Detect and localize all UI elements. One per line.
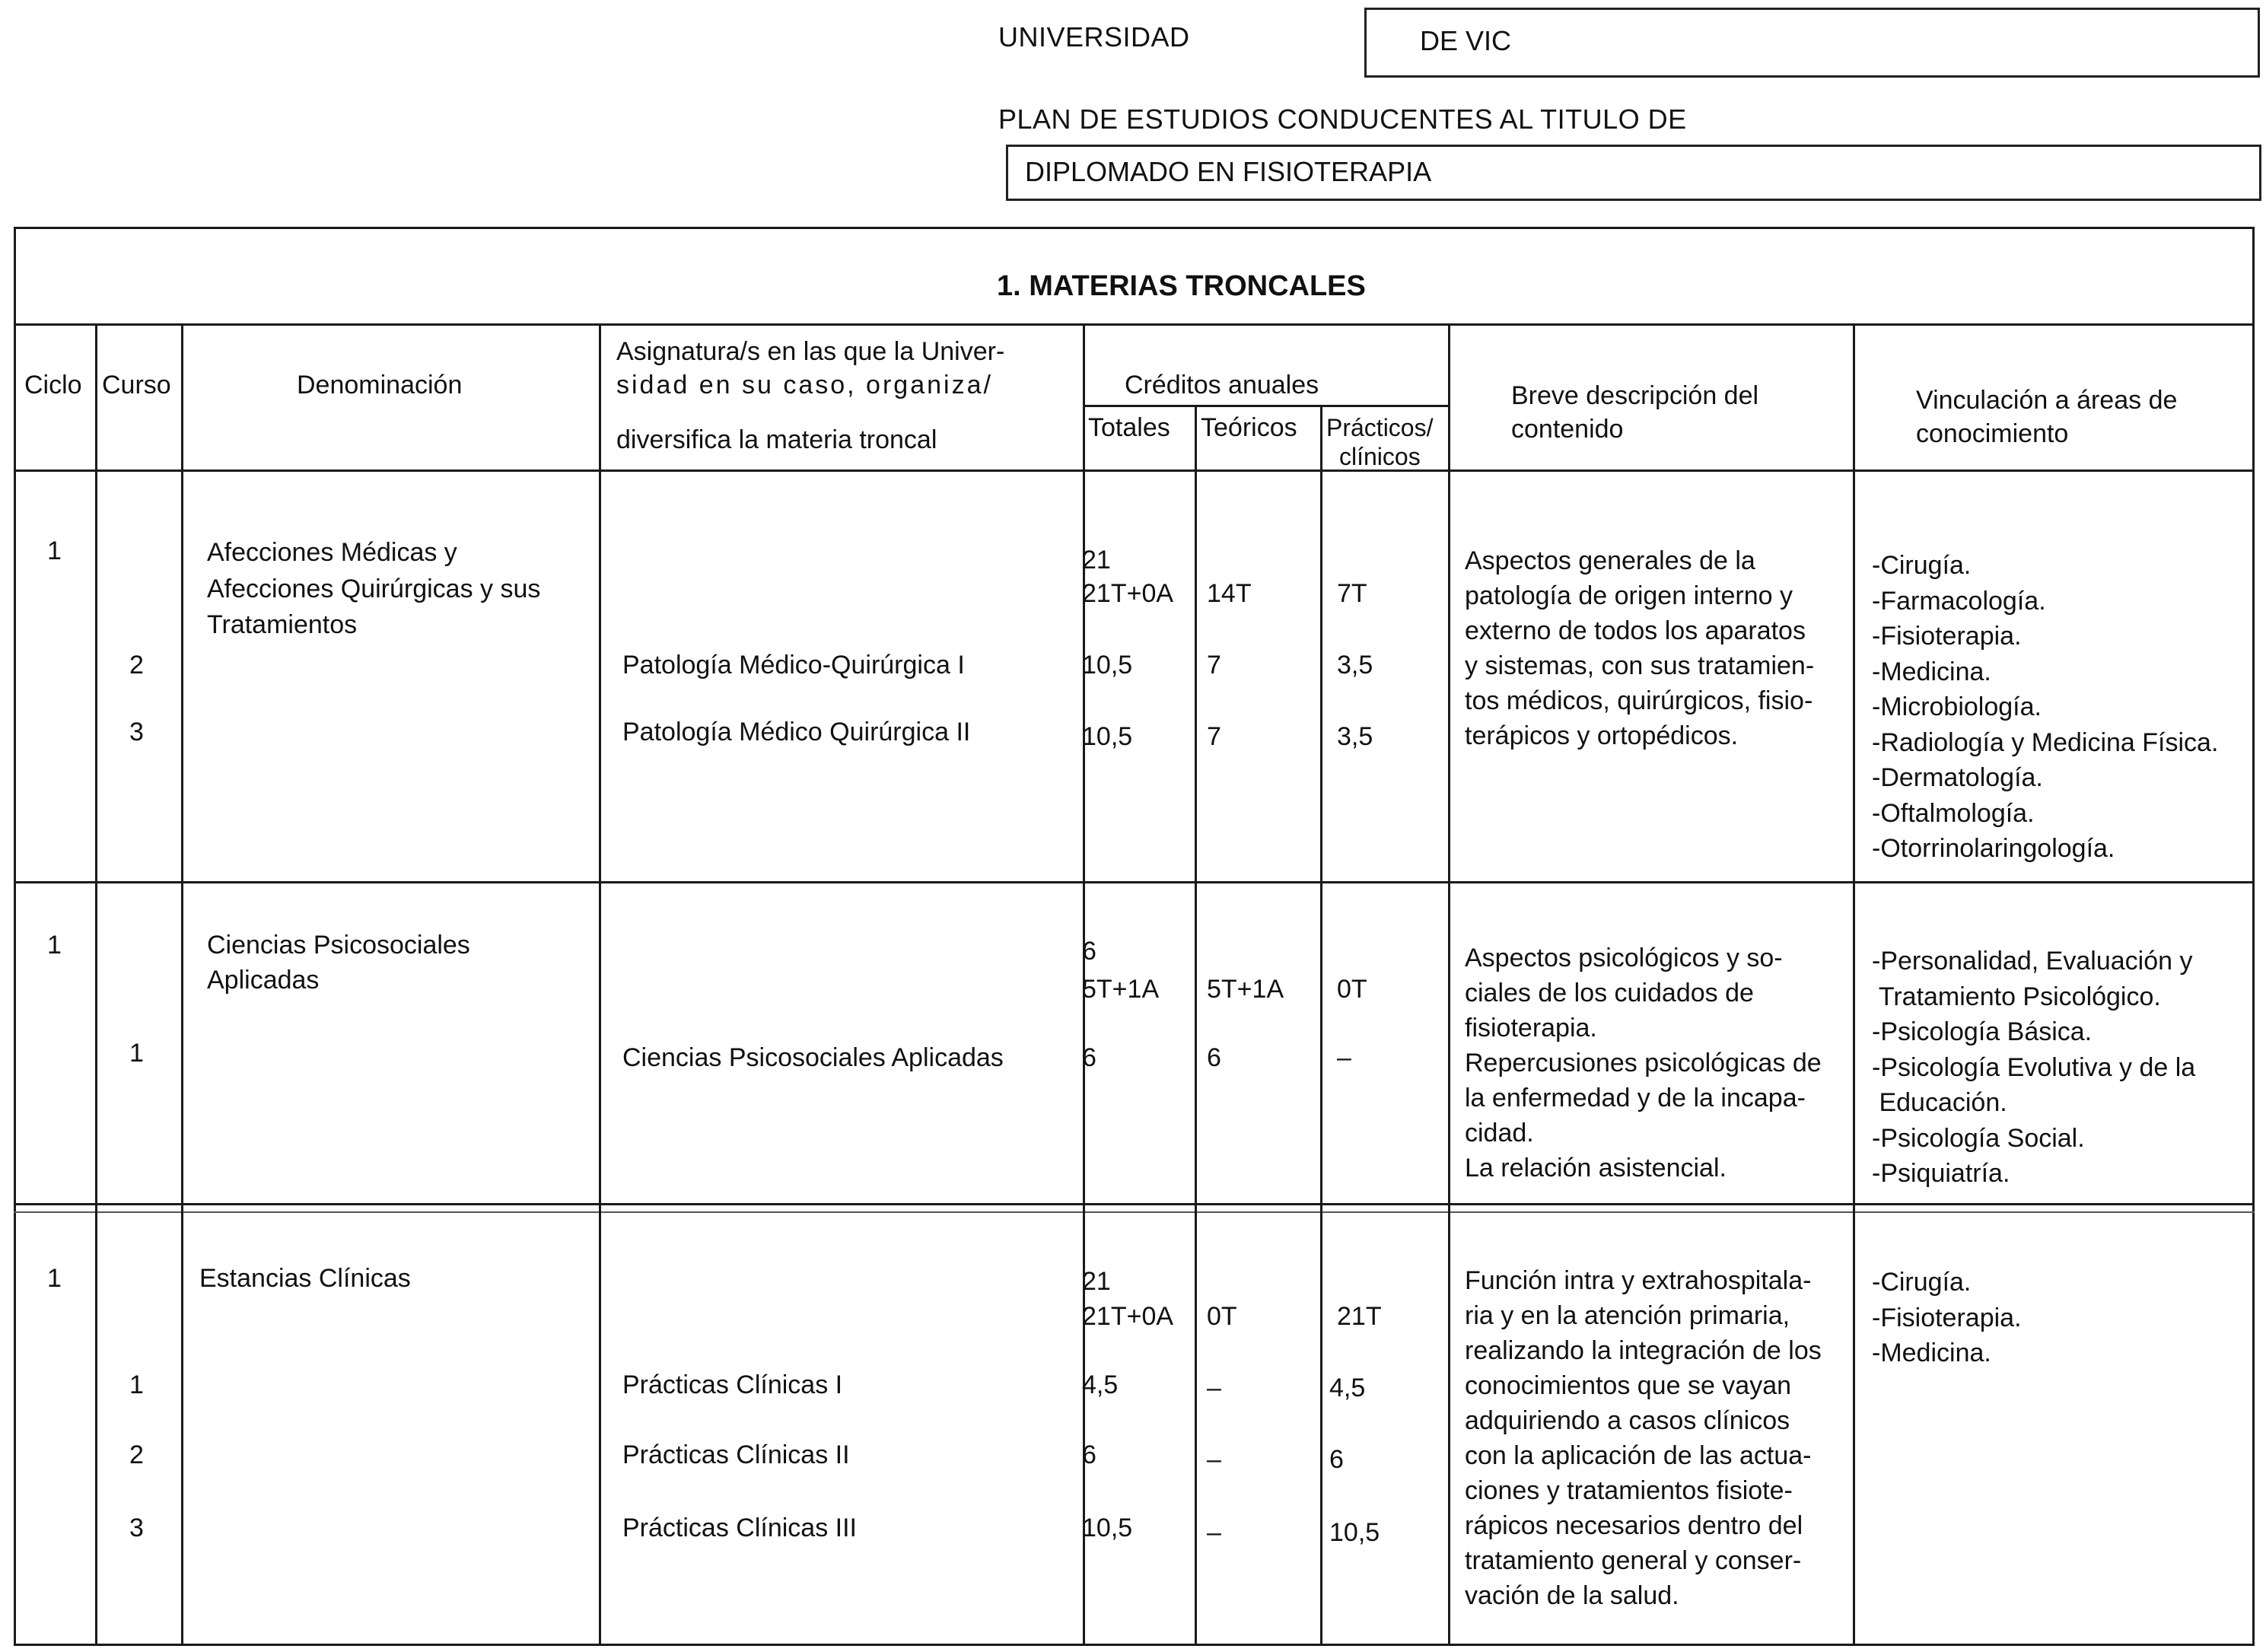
- subject-curso: 3: [129, 1514, 144, 1542]
- subject-curso: 2: [129, 1440, 144, 1469]
- row-denominacion: Afecciones Médicas y: [207, 538, 457, 567]
- subject-curso: 3: [129, 718, 144, 746]
- row-denominacion: Aplicadas: [207, 966, 320, 995]
- subject-asignatura: Patología Médico-Quirúrgica I: [622, 651, 965, 680]
- subject-asignatura: Prácticas Clínicas II: [622, 1440, 850, 1469]
- row-teoricos: 0T: [1207, 1302, 1237, 1331]
- col-creditos: Créditos anuales: [1125, 371, 1319, 399]
- subject-teoricos: 7: [1207, 651, 1221, 680]
- row-teoricos: 14T: [1207, 579, 1252, 608]
- row-descripcion: Aspectos psicológicos y so- ciales de los cuidados de fisioterapia. Repercusiones psicológicas de la enfermedad y de la incapa- cidad. La relación asistencial.: [1465, 944, 1822, 1183]
- universidad-value: DE VIC: [1420, 25, 1512, 56]
- col-descripcion-1: Breve descripción del: [1511, 381, 1759, 410]
- subject-totales: 6: [1082, 1440, 1096, 1469]
- subject-totales: 4,5: [1082, 1370, 1119, 1399]
- row-practicos: 0T: [1337, 975, 1367, 1004]
- col-totales: Totales: [1088, 413, 1170, 442]
- col-descripcion-2: contenido: [1511, 415, 1624, 444]
- row-totales: 6: [1082, 937, 1096, 966]
- row-totales: 5T+1A: [1082, 975, 1160, 1004]
- subject-totales: 10,5: [1082, 1514, 1133, 1542]
- subject-totales: 10,5: [1082, 722, 1133, 751]
- col-asignatura-1: Asignatura/s en las que la Univer-: [616, 337, 1005, 366]
- row-ciclo: 1: [47, 1264, 62, 1293]
- row-totales: 21: [1082, 546, 1111, 575]
- subject-practicos: 10,5: [1329, 1518, 1380, 1547]
- subject-totales: 10,5: [1082, 651, 1133, 680]
- col-asignatura-2: sidad en su caso, organiza/: [616, 371, 993, 399]
- subject-teoricos: 7: [1207, 722, 1221, 751]
- subject-curso: 1: [129, 1039, 144, 1068]
- row-descripcion: Aspectos generales de la patología de origen interno y externo de todos los aparatos y sistemas, con sus tratamien- tos médicos, quirúrgicos, fisio- terápicos y ortopédicos.: [1465, 546, 1815, 750]
- subject-totales: 6: [1082, 1043, 1096, 1072]
- plan-label: PLAN DE ESTUDIOS CONDUCENTES AL TITULO DE: [998, 103, 1687, 135]
- subject-teoricos: –: [1207, 1518, 1221, 1547]
- col-denominacion: Denominación: [297, 371, 463, 399]
- col-teoricos: Teóricos: [1201, 413, 1297, 442]
- col-practicos-1: Prácticos/: [1326, 414, 1434, 441]
- universidad-label: UNIVERSIDAD: [998, 21, 1190, 53]
- row-practicos: 7T: [1337, 579, 1367, 608]
- row-denominacion: Estancias Clínicas: [199, 1264, 411, 1293]
- col-curso: Curso: [102, 371, 171, 399]
- row-denominacion: Afecciones Quirúrgicas y sus: [207, 575, 541, 603]
- subject-teoricos: 6: [1207, 1043, 1221, 1072]
- col-asignatura-3: diversifica la materia troncal: [616, 425, 937, 454]
- subject-asignatura: Prácticas Clínicas I: [622, 1370, 843, 1399]
- subject-asignatura: Prácticas Clínicas III: [622, 1514, 857, 1542]
- col-ciclo: Ciclo: [24, 371, 82, 399]
- subject-practicos: –: [1337, 1043, 1351, 1072]
- col-practicos-2: clínicos: [1339, 443, 1421, 470]
- subject-curso: 2: [129, 651, 144, 680]
- col-vinculacion-1: Vinculación a áreas de: [1916, 386, 2178, 415]
- subject-curso: 1: [129, 1370, 144, 1399]
- row-teoricos: 5T+1A: [1207, 975, 1284, 1004]
- table-title: 1. MATERIAS TRONCALES: [997, 270, 1366, 302]
- subject-teoricos: –: [1207, 1373, 1221, 1402]
- row-areas: -Personalidad, Evaluación y Tratamiento Psicológico. -Psicología Básica. -Psicología Evolutiva y de la Educación. -Psicología Social. -Psiquiatría.: [1872, 947, 2196, 1188]
- subject-practicos: 3,5: [1337, 651, 1373, 680]
- universidad-field: [1364, 8, 2260, 78]
- row-ciclo: 1: [47, 536, 62, 565]
- row-totales: 21T+0A: [1082, 1302, 1174, 1331]
- row-totales: 21T+0A: [1082, 579, 1174, 608]
- row-areas: -Cirugía. -Farmacología. -Fisioterapia. -Medicina. -Microbiología. -Radiología y Medicina Física. -Dermatología. -Oftalmología. -Otorrinolaringología.: [1872, 551, 2219, 863]
- row-areas: -Cirugía. -Fisioterapia. -Medicina.: [1872, 1268, 2022, 1367]
- subject-practicos: 4,5: [1329, 1373, 1366, 1402]
- row-denominacion: Tratamientos: [207, 610, 358, 639]
- row-practicos: 21T: [1337, 1302, 1382, 1331]
- col-vinculacion-2: conocimiento: [1916, 419, 2069, 448]
- subject-asignatura: Patología Médico Quirúrgica II: [622, 718, 971, 746]
- row-descripcion: Función intra y extrahospitala- ria y en la atención primaria, realizando la integración de los conocimientos que se vayan adquiriendo a casos clínicos con la aplicación de las actua- ciones y tratamientos fisiote- rápicos necesarios dentro del tratamiento general y conser- vación de la salud.: [1465, 1266, 1822, 1610]
- subject-practicos: 6: [1329, 1445, 1344, 1474]
- row-totales: 21: [1082, 1267, 1111, 1296]
- titulo-value: DIPLOMADO EN FISIOTERAPIA: [1025, 156, 1432, 187]
- row-ciclo: 1: [47, 931, 62, 960]
- subject-teoricos: –: [1207, 1445, 1221, 1474]
- subject-practicos: 3,5: [1337, 722, 1373, 751]
- row-denominacion: Ciencias Psicosociales: [207, 931, 470, 960]
- titulo-field: [1006, 145, 2261, 201]
- subject-asignatura: Ciencias Psicosociales Aplicadas: [622, 1043, 1004, 1072]
